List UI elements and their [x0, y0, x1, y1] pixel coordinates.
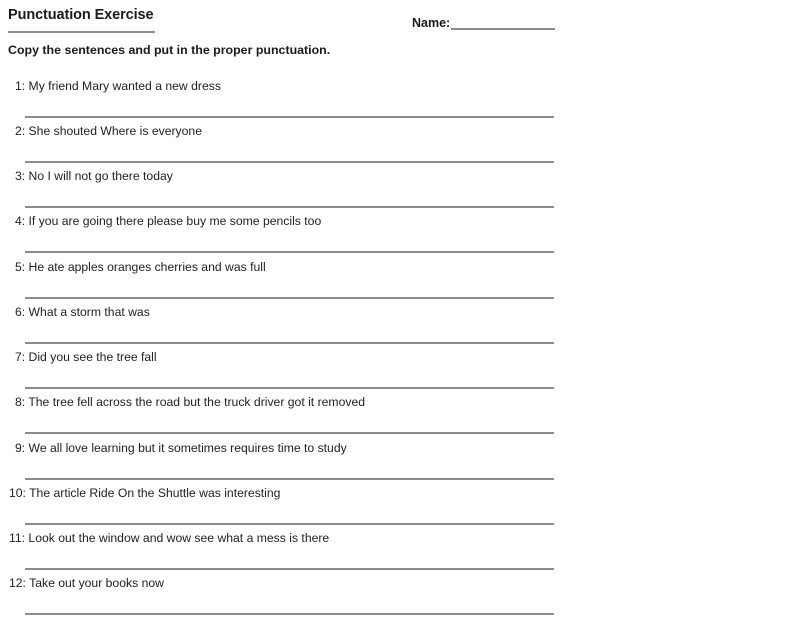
exercise-item-10 — [0, 486, 560, 531]
answer-line[interactable] — [25, 523, 554, 525]
exercise-sentence: 10: The article Ride On the Shuttle was interesting — [9, 486, 281, 500]
exercise-sentence: 3: No I will not go there today — [15, 169, 173, 183]
exercise-item-4 — [0, 214, 560, 259]
answer-line[interactable] — [25, 116, 554, 118]
worksheet-title: Punctuation Exercise — [8, 7, 154, 23]
exercise-item-5 — [0, 260, 560, 305]
answer-line[interactable] — [25, 161, 554, 163]
name-field — [412, 16, 555, 30]
answer-line[interactable] — [25, 568, 554, 570]
exercise-sentence: 1: My friend Mary wanted a new dress — [15, 79, 221, 93]
answer-line[interactable] — [25, 478, 554, 480]
answer-line[interactable] — [25, 206, 554, 208]
exercise-item-8 — [0, 395, 560, 440]
exercise-item-2 — [0, 124, 560, 169]
name-blank-line[interactable] — [451, 28, 555, 30]
exercise-sentence: 9: We all love learning but it sometimes requires time to study — [15, 441, 347, 455]
exercise-sentence: 2: She shouted Where is everyone — [15, 124, 202, 138]
exercise-sentence: 5: He ate apples oranges cherries and was full — [15, 260, 266, 274]
answer-line[interactable] — [25, 387, 554, 389]
answer-line[interactable] — [25, 251, 554, 253]
exercise-item-11 — [0, 531, 560, 576]
exercise-sentence: 11: Look out the window and wow see what a mess is there — [9, 531, 330, 545]
instruction-text: Copy the sentences and put in the proper punctuation. — [8, 43, 331, 57]
answer-line[interactable] — [25, 432, 554, 434]
exercise-item-7 — [0, 350, 560, 395]
exercise-item-1 — [0, 79, 560, 124]
exercise-sentence: 6: What a storm that was — [15, 305, 150, 319]
answer-line[interactable] — [25, 613, 554, 615]
answer-line[interactable] — [25, 342, 554, 344]
exercise-item-9 — [0, 441, 560, 486]
exercise-sentence: 4: If you are going there please buy me some pencils too — [15, 214, 322, 228]
name-label: Name: — [412, 16, 451, 30]
exercise-sentence: 7: Did you see the tree fall — [15, 350, 157, 364]
exercise-sentence: 8: The tree fell across the road but the truck driver got it removed — [15, 395, 365, 409]
answer-line[interactable] — [25, 297, 554, 299]
exercise-item-3 — [0, 169, 560, 214]
exercise-item-12 — [0, 576, 560, 621]
exercise-sentence: 12: Take out your books now — [9, 576, 164, 590]
exercise-item-6 — [0, 305, 560, 350]
title-underline — [8, 31, 155, 33]
